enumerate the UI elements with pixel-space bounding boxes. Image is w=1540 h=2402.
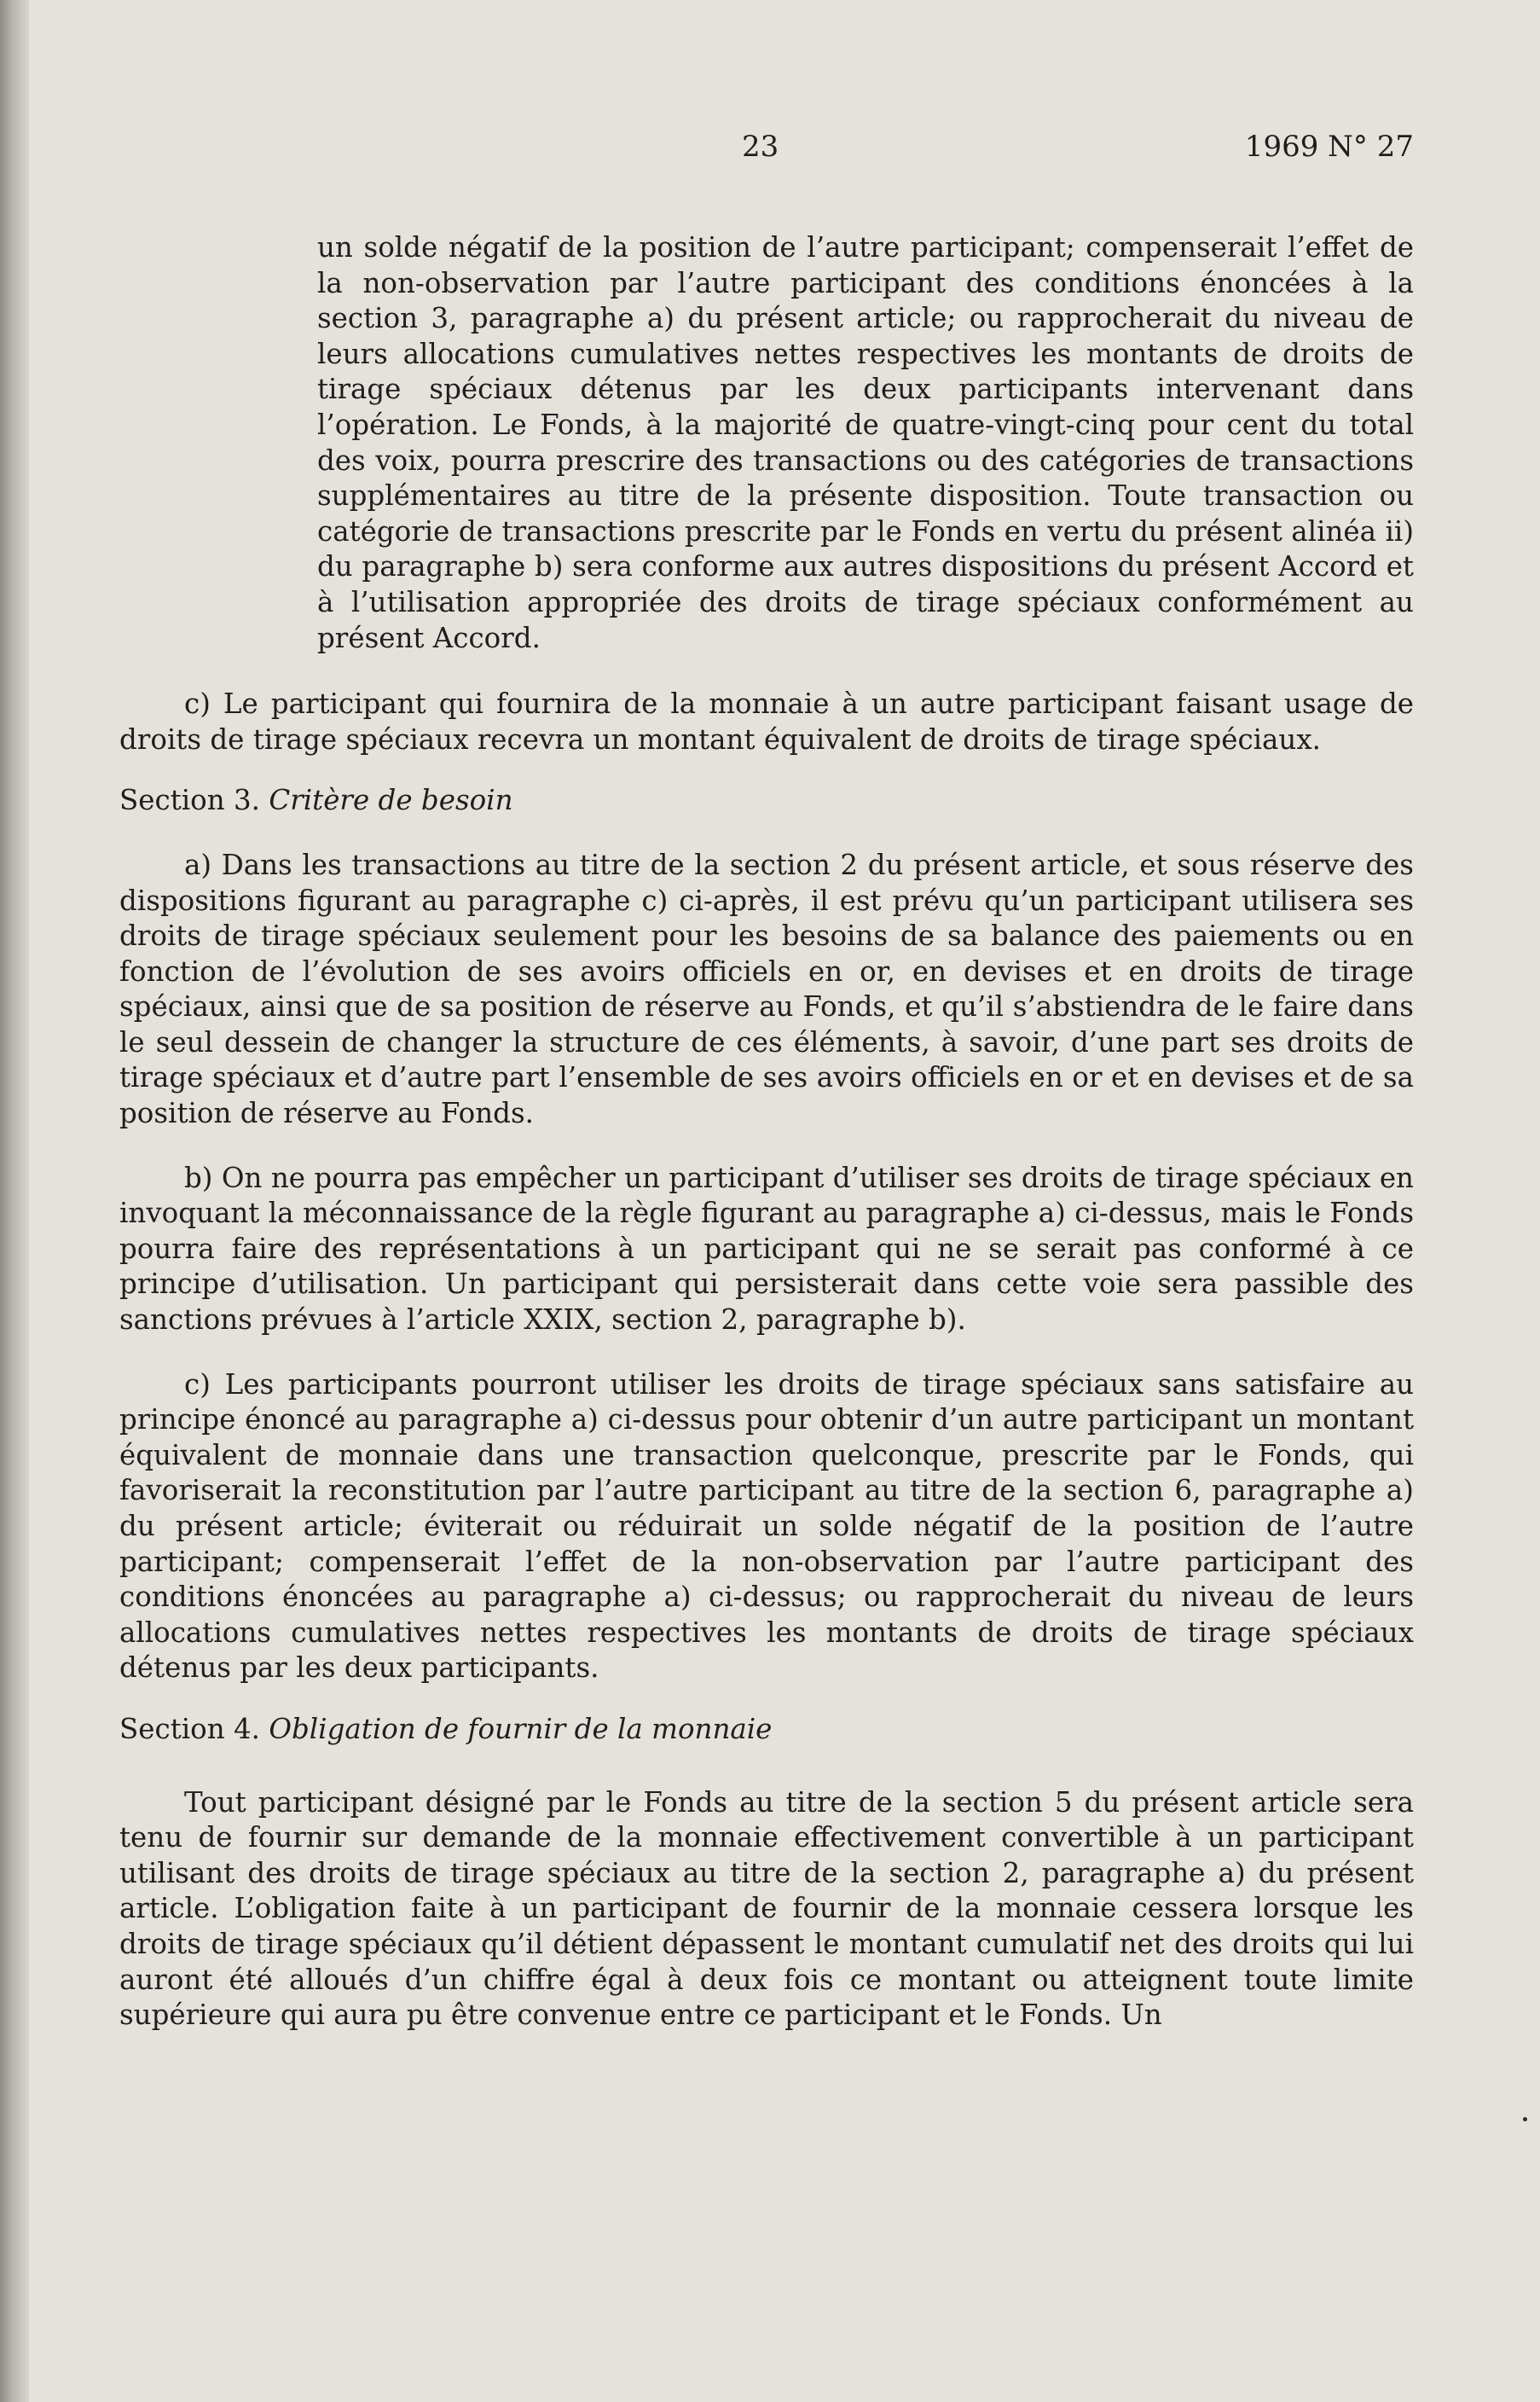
section3-title: Critère de besoin <box>269 784 513 817</box>
section4-heading <box>119 1712 1414 1748</box>
section4-paragraph: Tout participant désigné par le Fonds au titre de la section 5 du présent article sera tenu de fournir sur demande de la monnaie effectivement convertible à un participant utilisant des droits de tirage spéciaux au titre de la section 2, paragraphe a) du présent article. L’obligation faite à un participant de fournir de la monnaie cessera lorsque les droits de tirage spéciaux qu’il détient dépassent le montant cumulatif net des droits qui lui auront été alloués d’un chiffre égal à deux fois ce montant ou atteignent toute limite supérieure qui aura pu être convenue entre ce participant et le Fonds. Un <box>119 1785 1414 2032</box>
section4-title: Obligation de fournir de la monnaie <box>269 1712 773 1745</box>
section3-label: Section 3. <box>119 784 260 817</box>
section3-paragraph-b: b) On ne pourra pas empêcher un participant d’utiliser ses droits de tirage spéciaux en invoquant la méconnaissance de la règle figurant au paragraphe a) ci-dessus, mais le Fonds pourra faire des représentations à un participant qui ne se serait pas conformé à ce principe d’utilisation. Un participant qui persisterait dans cette voie sera passible des sanctions prévues à l’article XXIX, section 2, paragraphe b). <box>119 1161 1414 1337</box>
continuation-paragraph: un solde négatif de la position de l’autre participant; compenserait l’effet de la non-observation par l’autre participant des conditions énoncées à la section 3, paragraphe a) du présent article; ou rapprocherait du niveau de leurs allocations cumulatives nettes respectives les montants de droits de tirage spéciaux détenus par les deux participants intervenant dans l’opération. Le Fonds, à la majorité de quatre-vingt-cinq pour cent du total des voix, pourra prescrire des transactions ou des catégories de transactions supplémentaires au titre de la présente disposition. Toute transaction ou catégorie de transactions prescrite par le Fonds en vertu du présent alinéa ii) du paragraphe b) sera conforme aux autres dispositions du présent Accord et à l’utilisation appropriée des droits de tirage spéciaux conformément au présent Accord. <box>317 231 1414 654</box>
section3-paragraph-c: c) Les participants pourront utiliser les droits de tirage spéciaux sans satisfaire au principe énoncé au paragraphe a) ci-dessus pour obtenir d’un autre participant un montant équivalent de monnaie dans une transaction quelconque, prescrite par le Fonds, qui favoriserait la reconstitution par l’autre participant au titre de la section 6, paragraphe a) du présent article; éviterait ou réduirait un solde négatif de la position de l’autre participant; compenserait l’effet de la non-observation par l’autre participant des conditions énoncées au paragraphe a) ci-dessus; ou rapprocherait du niveau de leurs allocations cumulatives nettes respectives les montants de droits de tirage spéciaux détenus par les deux participants. <box>119 1367 1414 1685</box>
margin-dot-mark <box>1523 2117 1527 2121</box>
issue-reference: 1969 N° 27 <box>1244 130 1414 164</box>
document-body <box>119 230 1414 2034</box>
section3-paragraph-a: a) Dans les transactions au titre de la section 2 du présent article, et sous réserve des dispositions figurant au paragraphe c) ci-après, il est prévu qu’un participant utilisera ses droits de tirage spéciaux seulement pour les besoins de sa balance des paiements ou en fonction de l’évolution de ses avoirs officiels en or, en devises et en droits de tirage spéciaux, ainsi que de sa position de réserve au Fonds, et qu’il s’abstiendra de le faire dans le seul dessein de changer la structure de ces éléments, à savoir, d’une part ses droits de tirage spéciaux et d’autre part l’ensemble de ses avoirs officiels en or et en devises et de sa position de réserve au Fonds. <box>119 848 1414 1130</box>
section2-paragraph-c: c) Le participant qui fournira de la monnaie à un autre participant faisant usage de droits de tirage spéciaux recevra un montant équivalent de droits de tirage spéciaux. <box>119 688 1414 756</box>
page-number: 23 <box>742 130 779 164</box>
book-gutter-shadow <box>0 0 29 2402</box>
page-header <box>119 130 1414 171</box>
section3-heading <box>119 783 1414 819</box>
section4-label: Section 4. <box>119 1712 260 1745</box>
